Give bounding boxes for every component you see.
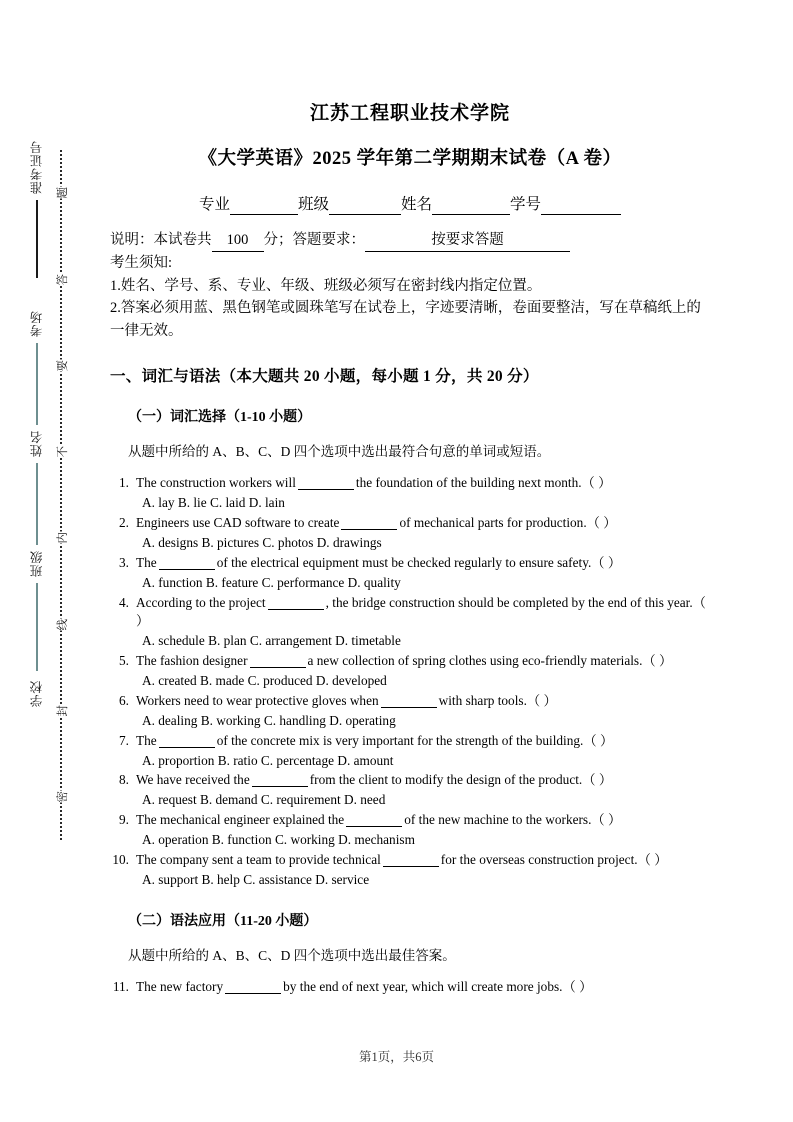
question-body [136, 692, 710, 731]
question-body [136, 978, 710, 997]
exam-title: 《大学英语》2025 学年第二学期期末试卷（A 卷） [198, 148, 622, 169]
answer-blank[interactable] [250, 655, 306, 669]
stem-after: , the bridge construction should be completed by the end of this year.（ ） [136, 594, 706, 629]
stem-before: Workers need to wear protective gloves when [136, 692, 379, 708]
seal-label-column [24, 140, 50, 840]
seal-label-考场 [24, 310, 50, 425]
question-item [110, 594, 710, 652]
seal-label-text: 学校 [29, 680, 44, 707]
stem-after: from the client to modify the design of the product.（ ） [309, 772, 613, 788]
answer-blank[interactable] [268, 596, 324, 610]
question-item [110, 851, 710, 890]
question-item [110, 554, 710, 593]
question-item [110, 811, 710, 850]
question-number: 9. [119, 812, 129, 828]
seal-char: 密 [57, 791, 70, 803]
question-stem [136, 474, 710, 493]
answer-blank[interactable] [252, 774, 308, 788]
question-body [136, 771, 710, 810]
question-item [110, 732, 710, 771]
stem-before: The new factory [136, 978, 224, 994]
seal-label-班级 [24, 550, 50, 671]
notes-heading: 考生须知: [110, 255, 173, 272]
field-student-number [510, 192, 621, 215]
subsection-1-instruction: 从题中所给的 A、B、C、D 四个选项中选出最符合句意的单词或短语。 [128, 444, 551, 460]
subsection-2-heading: （二）语法应用（11-20 小题） [128, 913, 318, 929]
answer-blank[interactable] [298, 477, 354, 491]
question-number: 2. [119, 515, 129, 531]
field-major-label: 专业 [198, 195, 230, 213]
section-1-heading: 一、词汇与语法（本大题共 20 小题，每小题 1 分，共 20 分） [110, 368, 539, 386]
question-body [136, 554, 710, 593]
question-item [110, 692, 710, 731]
question-item [110, 652, 710, 691]
question-number: 4. [119, 594, 129, 610]
stem-after: the foundation of the building next month.（ ） [355, 475, 612, 491]
field-class [298, 192, 401, 215]
field-name [401, 192, 510, 215]
stem-before: The mechanical engineer explained the [136, 812, 345, 828]
question-body [136, 474, 710, 513]
question-body [136, 851, 710, 890]
question-options[interactable]: A. dealing B. working C. handling D. operating [142, 712, 396, 728]
question-stem [136, 978, 710, 997]
seal-label-准考证号 [24, 140, 50, 278]
question-item [110, 978, 710, 997]
question-stem [136, 514, 710, 533]
question-body [136, 514, 710, 553]
field-major [199, 192, 298, 215]
question-number: 8. [119, 772, 129, 788]
answer-blank[interactable] [225, 980, 281, 994]
question-stem [136, 732, 710, 751]
stem-before: According to the project [136, 594, 266, 610]
question-body [136, 811, 710, 850]
question-body [136, 652, 710, 691]
notes-requirement: 按要求答题 [365, 229, 570, 252]
student-id-row [110, 192, 710, 215]
field-class-blank[interactable] [329, 196, 401, 215]
answer-blank[interactable] [159, 556, 215, 570]
notes-item-1: 1.姓名、学号、系、专业、年级、班级必须写在密封线内指定位置。 [110, 277, 542, 294]
seal-dotted-characters [54, 150, 74, 840]
stem-after: by the end of next year, which will create more jobs.（ ） [283, 978, 593, 994]
seal-divider-rule [36, 343, 38, 425]
seal-divider-rule [36, 583, 38, 671]
field-class-label: 班级 [297, 195, 329, 213]
question-item [110, 514, 710, 553]
stem-before: The construction workers will [136, 475, 296, 491]
stem-after: a new collection of spring clothes using eco-friendly materials.（ ） [307, 653, 673, 669]
question-item [110, 474, 710, 513]
seal-divider-rule [36, 200, 38, 278]
stem-after: of the electrical equipment must be checked regularly to ensure safety.（ ） [216, 554, 622, 570]
seal-divider-rule [36, 463, 38, 545]
answer-blank[interactable] [383, 853, 439, 867]
question-body [136, 594, 710, 652]
stem-after: of mechanical parts for production.（ ） [399, 515, 617, 531]
seal-char: 线 [57, 618, 70, 631]
seal-dotted-line [57, 150, 78, 840]
question-options[interactable]: A. lay B. lie C. laid D. lain [142, 495, 285, 511]
subsection-2-instruction: 从题中所给的 A、B、C、D 四个选项中选出最佳答案。 [128, 947, 456, 963]
answer-blank[interactable] [159, 734, 215, 748]
seal-char: 题 [57, 187, 70, 199]
seal-char: 封 [57, 704, 70, 717]
seal-char: 不 [57, 446, 70, 458]
question-list-grammar [110, 978, 710, 997]
question-options[interactable]: A. schedule B. plan C. arrangement D. timetable [142, 633, 401, 649]
notes-score-line [110, 229, 710, 252]
question-body [136, 732, 710, 771]
field-student-number-blank[interactable] [541, 196, 621, 215]
stem-before: The [136, 554, 157, 570]
seal-label-text: 准考证号 [29, 140, 44, 194]
exam-notes [110, 229, 710, 342]
question-number: 5. [119, 653, 129, 669]
seal-char: 内 [57, 532, 70, 544]
stem-after: for the overseas construction project.（ ） [440, 851, 668, 867]
answer-blank[interactable] [341, 516, 397, 530]
question-options[interactable]: A. proportion B. ratio C. percentage D. amount [142, 752, 394, 768]
seal-label-text: 考场 [29, 310, 44, 337]
stem-before: The fashion designer [136, 653, 248, 669]
field-name-blank[interactable] [432, 196, 510, 215]
question-options[interactable]: A. designs B. pictures C. photos D. drawings [142, 534, 382, 550]
stem-before: We have received the [136, 772, 250, 788]
answer-blank[interactable] [381, 694, 437, 708]
stem-before: The [136, 732, 157, 748]
question-stem [136, 851, 710, 870]
question-stem [136, 692, 710, 711]
question-options[interactable]: A. support B. help C. assistance D. service [142, 871, 370, 887]
question-stem [136, 554, 710, 573]
seal-char: 要 [57, 359, 70, 372]
answer-blank[interactable] [346, 814, 402, 828]
question-number: 11. [112, 978, 129, 994]
stem-before: Engineers use CAD software to create [136, 515, 340, 531]
question-number: 6. [119, 692, 129, 708]
question-number: 1. [119, 475, 129, 491]
question-stem [136, 771, 710, 790]
stem-after: of the concrete mix is very important for the strength of the building.（ ） [216, 732, 614, 748]
notes-prefix: 说明：本试卷共 [110, 231, 212, 248]
seal-label-姓名 [24, 430, 50, 545]
subsection-1-heading: （一）词汇选择（1-10 小题） [128, 410, 312, 426]
school-name-title: 江苏工程职业技术学院 [309, 103, 510, 124]
field-name-label: 姓名 [401, 195, 433, 213]
seal-line-sidebar [0, 0, 100, 1122]
notes-total-score: 100 [212, 229, 264, 252]
question-options[interactable]: A. function B. feature C. performance D. quality [142, 574, 401, 590]
seal-label-text: 姓名 [29, 430, 44, 457]
stem-after: with sharp tools.（ ） [438, 692, 557, 708]
question-stem [136, 652, 710, 671]
field-major-blank[interactable] [230, 196, 298, 215]
question-stem [136, 811, 710, 830]
question-list-vocabulary [110, 474, 710, 889]
seal-label-text: 班级 [29, 550, 44, 577]
field-student-number-label: 学号 [510, 195, 542, 213]
stem-before: The company sent a team to provide technical [136, 851, 381, 867]
seal-char: 答 [57, 273, 70, 286]
question-number: 7. [119, 732, 129, 748]
question-item [110, 771, 710, 810]
question-options[interactable]: A. operation B. function C. working D. mechanism [142, 832, 415, 848]
page-footer: 第1页，共6页 [358, 1050, 434, 1064]
question-options[interactable]: A. created B. made C. produced D. developed [142, 673, 387, 689]
seal-label-学校 [24, 680, 50, 707]
notes-item-2: 2.答案必须用蓝、黑色钢笔或圆珠笔写在试卷上，字迹要清晰，卷面要整洁，写在草稿纸上的一律无效。 [110, 300, 701, 339]
stem-after: of the new machine to the workers.（ ） [404, 812, 622, 828]
question-number: 3. [119, 554, 129, 570]
notes-mid: 分；答题要求： [263, 231, 365, 248]
question-stem [136, 594, 710, 632]
exam-content [110, 0, 710, 1122]
question-options[interactable]: A. request B. demand C. requirement D. need [142, 792, 386, 808]
question-number: 10. [112, 851, 129, 867]
